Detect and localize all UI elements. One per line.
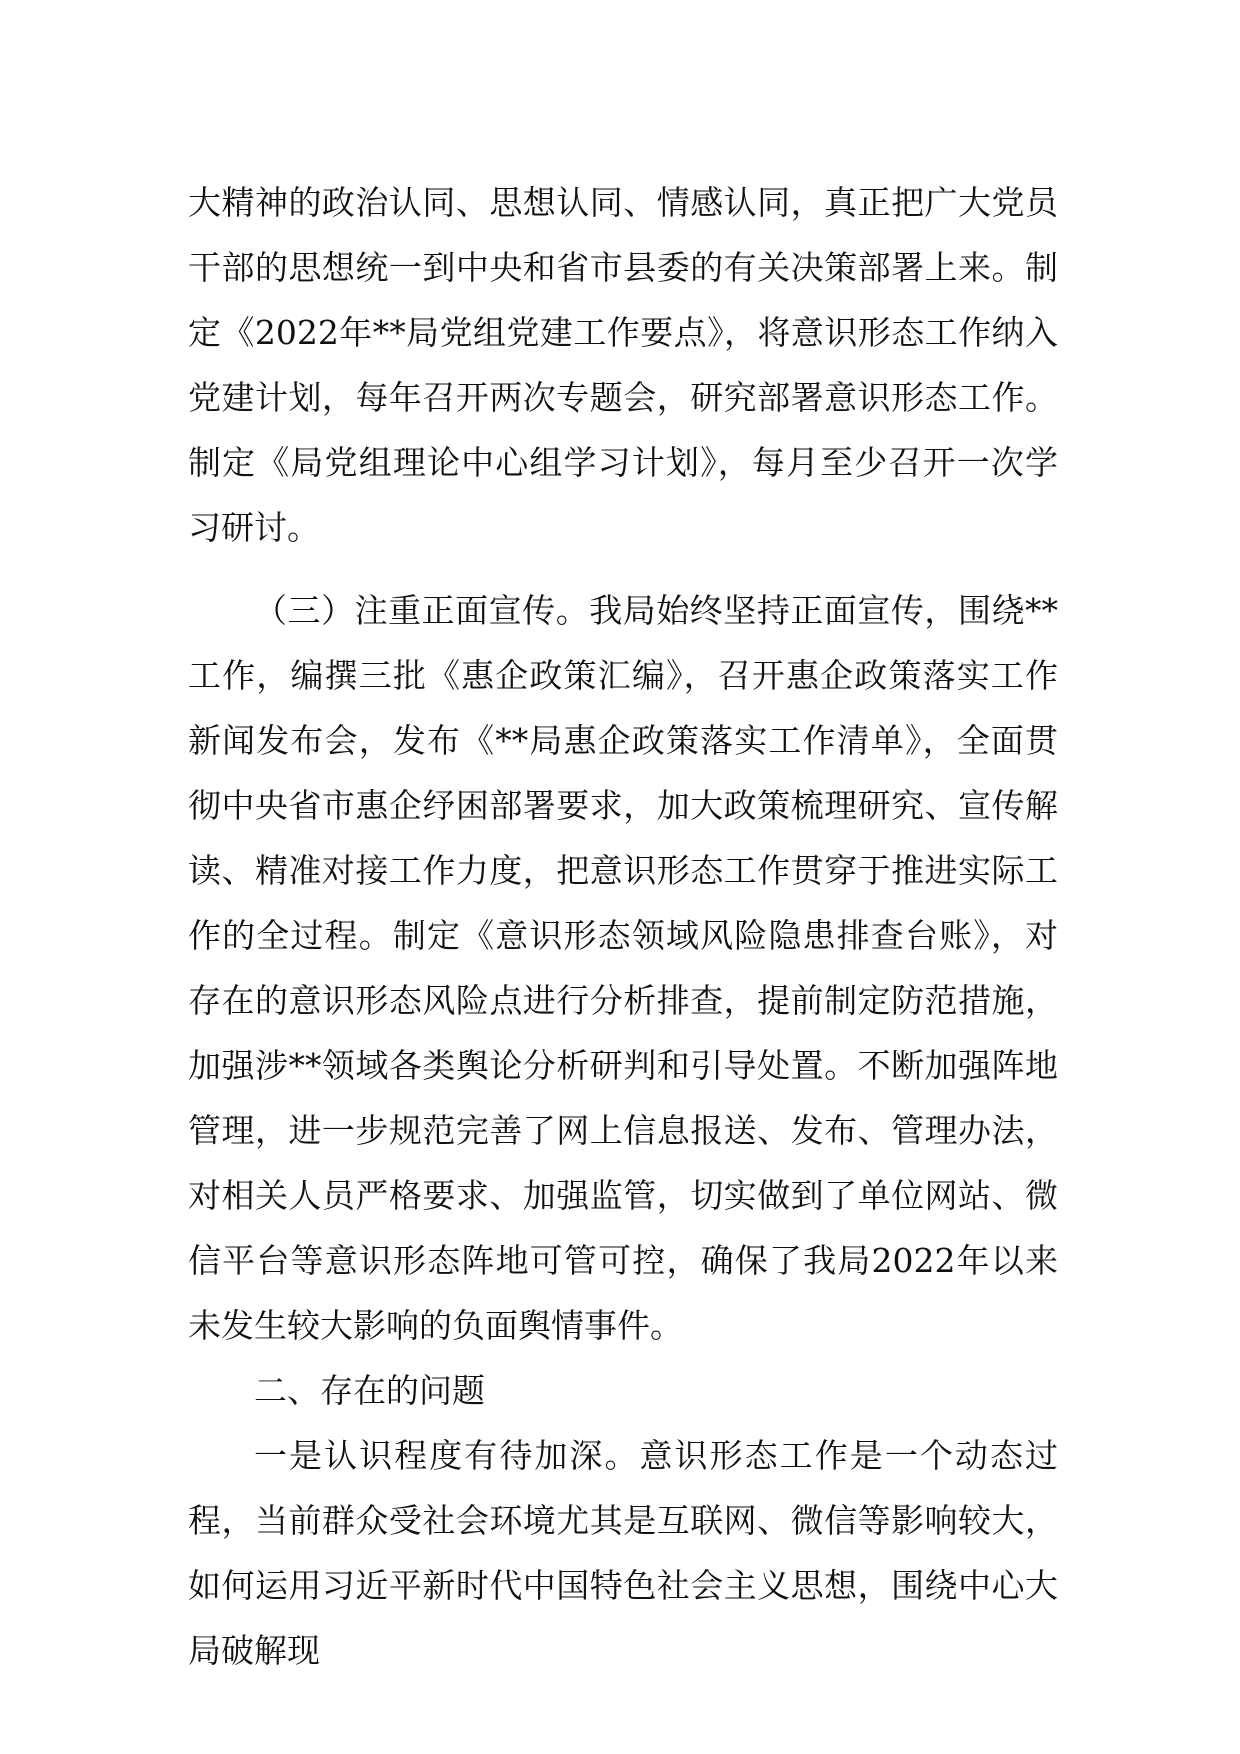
paragraph-continuation: 大精神的政治认同、思想认同、情感认同，真正把广大党员干部的思想统一到中央和省市县委的有关决策部署上来。制定《2022年**局党组党建工作要点》，将意识形态工作纳入党建计划，每年召开两次专题会，研究部署意识形态工作。制定《局党组理论中心组学习计划》，每月至少召开一次学习研讨。 (188, 183, 1058, 547)
document-body (188, 170, 1058, 1683)
paragraph-spacer (188, 560, 1058, 578)
paragraph-problem-one: 一是认识程度有待加深。意识形态工作是一个动态过程，当前群众受社会环境尤其是互联网、微信等影响较大，如何运用习近平新时代中国特色社会主义思想，围绕中心大局破解现 (188, 1436, 1058, 1670)
section-heading-problems: 二、存在的问题 (254, 1371, 485, 1410)
paragraph-section-three: （三）注重正面宣传。我局始终坚持正面宣传，围绕**工作，编撰三批《惠企政策汇编》，召开惠企政策落实工作新闻发布会，发布《**局惠企政策落实工作清单》，全面贯彻中央省市惠企纾困部署要求，加大政策梳理研究、宣传解读、精准对接工作力度，把意识形态工作贯穿于推进实际工作的全过程。制定《意识形态领域风险隐患排查台账》，对存在的意识形态风险点进行分析排查，提前制定防范措施，加强涉**领域各类舆论分析研判和引导处置。不断加强阵地管理，进一步规范完善了网上信息报送、发布、管理办法，对相关人员严格要求、加强监管，切实做到了单位网站、微信平台等意识形态阵地可管可控，确保了我局2022年以来未发生较大影响的负面舆情事件。 (188, 591, 1058, 1345)
